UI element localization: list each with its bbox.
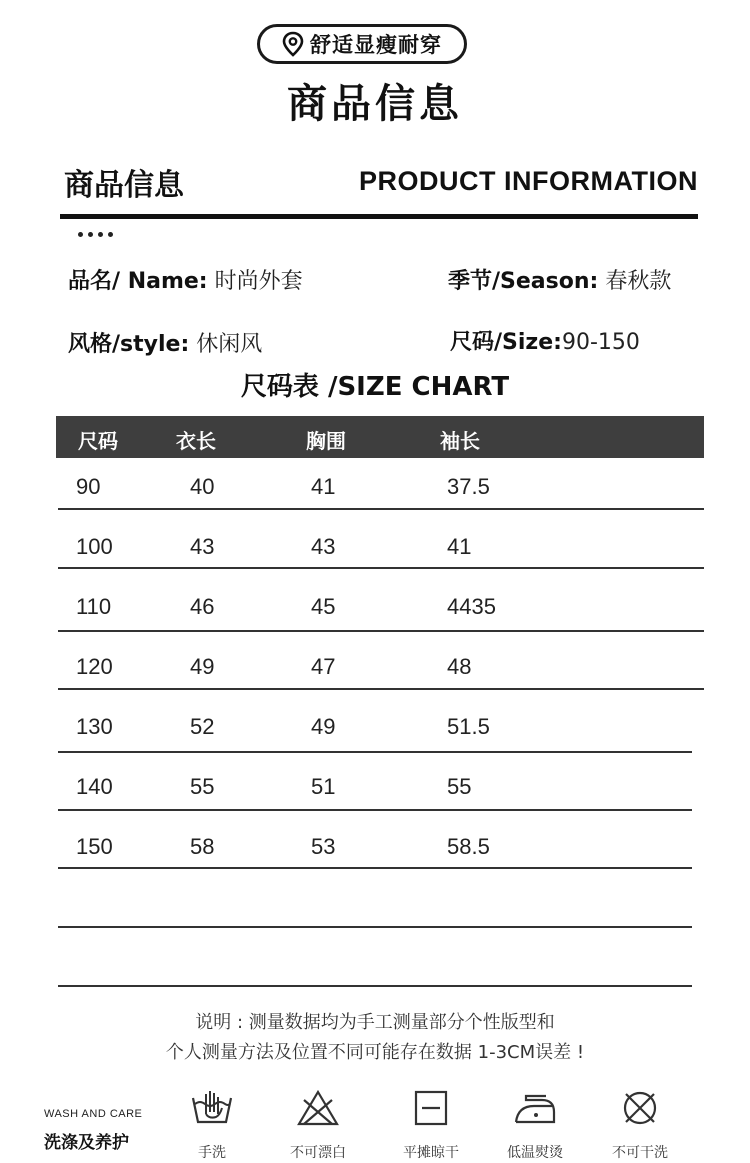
tagline-badge [257, 24, 467, 64]
cell-length: 46 [190, 594, 215, 619]
care-no-dry-clean [595, 1088, 685, 1162]
info-name [68, 264, 303, 295]
cell-sleeve: 4435 [447, 594, 496, 619]
care-no-bleach [273, 1088, 363, 1162]
page-title: 商品信息 [287, 81, 463, 127]
cell-chest: 43 [311, 534, 336, 559]
size-chart-header [56, 416, 704, 458]
care-title-cn: 洗涤及养护 [44, 1133, 129, 1153]
row-divider [58, 867, 692, 869]
cell-size: 140 [76, 774, 113, 799]
row-divider [58, 809, 692, 811]
care-low-iron [490, 1088, 580, 1162]
care-title-en: WASH AND CARE [44, 1108, 143, 1120]
row-divider [58, 985, 692, 987]
care-label: 不可干洗 [612, 1145, 668, 1161]
cell-length: 40 [190, 474, 215, 499]
cell-chest: 41 [311, 474, 336, 499]
hand-wash-icon [189, 1088, 235, 1128]
info-size-value: 90-150 [561, 330, 640, 355]
care-label: 手洗 [198, 1145, 226, 1161]
info-style-value: 休闲风 [196, 332, 263, 357]
note-line-2: 个人测量方法及位置不同可能存在数据 1-3CM误差 ! [165, 1042, 585, 1063]
cell-length: 52 [190, 714, 215, 739]
info-name-label: 品名/ Name: [68, 269, 208, 294]
cell-length: 49 [190, 654, 215, 679]
cell-chest: 49 [311, 714, 336, 739]
info-style-label: 风格/style: [68, 332, 190, 357]
size-chart-title: 尺码表 /SIZE CHART [240, 372, 510, 402]
cell-length: 58 [190, 834, 215, 859]
no-dry-clean-icon [617, 1088, 663, 1128]
header-length: 衣长 [176, 429, 216, 453]
dry-flat-icon [408, 1088, 454, 1128]
cell-size: 90 [76, 474, 101, 499]
cell-size: 120 [76, 654, 113, 679]
cell-sleeve: 58.5 [447, 834, 490, 859]
row-divider [58, 508, 704, 510]
section-divider [60, 214, 698, 219]
cell-size: 130 [76, 714, 113, 739]
no-bleach-icon [295, 1088, 341, 1128]
cell-sleeve: 37.5 [447, 474, 490, 499]
info-season-label: 季节/Season: [448, 269, 599, 294]
row-divider [58, 926, 692, 928]
cell-chest: 47 [311, 654, 336, 679]
info-size [450, 325, 640, 356]
section-title-en: PRODUCT INFORMATION [359, 166, 698, 196]
header-size: 尺码 [78, 429, 118, 453]
info-season [448, 264, 671, 295]
decorative-dots [78, 232, 113, 237]
cell-sleeve: 55 [447, 774, 472, 799]
info-season-value: 春秋款 [605, 269, 672, 294]
care-label: 低温熨烫 [507, 1145, 563, 1161]
cell-chest: 45 [311, 594, 336, 619]
cell-sleeve: 48 [447, 654, 472, 679]
cell-sleeve: 41 [447, 534, 472, 559]
care-label: 平摊晾干 [403, 1145, 459, 1161]
info-style [68, 327, 262, 358]
header-sleeve: 袖长 [440, 429, 480, 453]
cell-size: 100 [76, 534, 113, 559]
row-divider [58, 751, 692, 753]
info-size-label: 尺码/Size: [450, 330, 562, 355]
note-line-1: 说明 : 测量数据均为手工测量部分个性版型和 [195, 1012, 555, 1033]
cell-length: 43 [190, 534, 215, 559]
section-title-cn: 商品信息 [64, 168, 184, 203]
cell-sleeve: 51.5 [447, 714, 490, 739]
care-dry-flat [386, 1088, 476, 1162]
row-divider [58, 630, 704, 632]
header-chest: 胸围 [306, 429, 346, 453]
row-divider [58, 688, 704, 690]
care-hand-wash [167, 1088, 257, 1162]
cell-size: 110 [76, 594, 112, 619]
cell-length: 55 [190, 774, 215, 799]
location-pin-icon [282, 31, 304, 57]
cell-size: 150 [76, 834, 113, 859]
tagline-text: 舒适显瘦耐穿 [310, 33, 442, 57]
cell-chest: 51 [311, 774, 336, 799]
care-label: 不可漂白 [290, 1145, 346, 1161]
row-divider [58, 567, 704, 569]
low-iron-icon [512, 1088, 558, 1128]
info-name-value: 时尚外套 [214, 269, 303, 294]
cell-chest: 53 [311, 834, 336, 859]
